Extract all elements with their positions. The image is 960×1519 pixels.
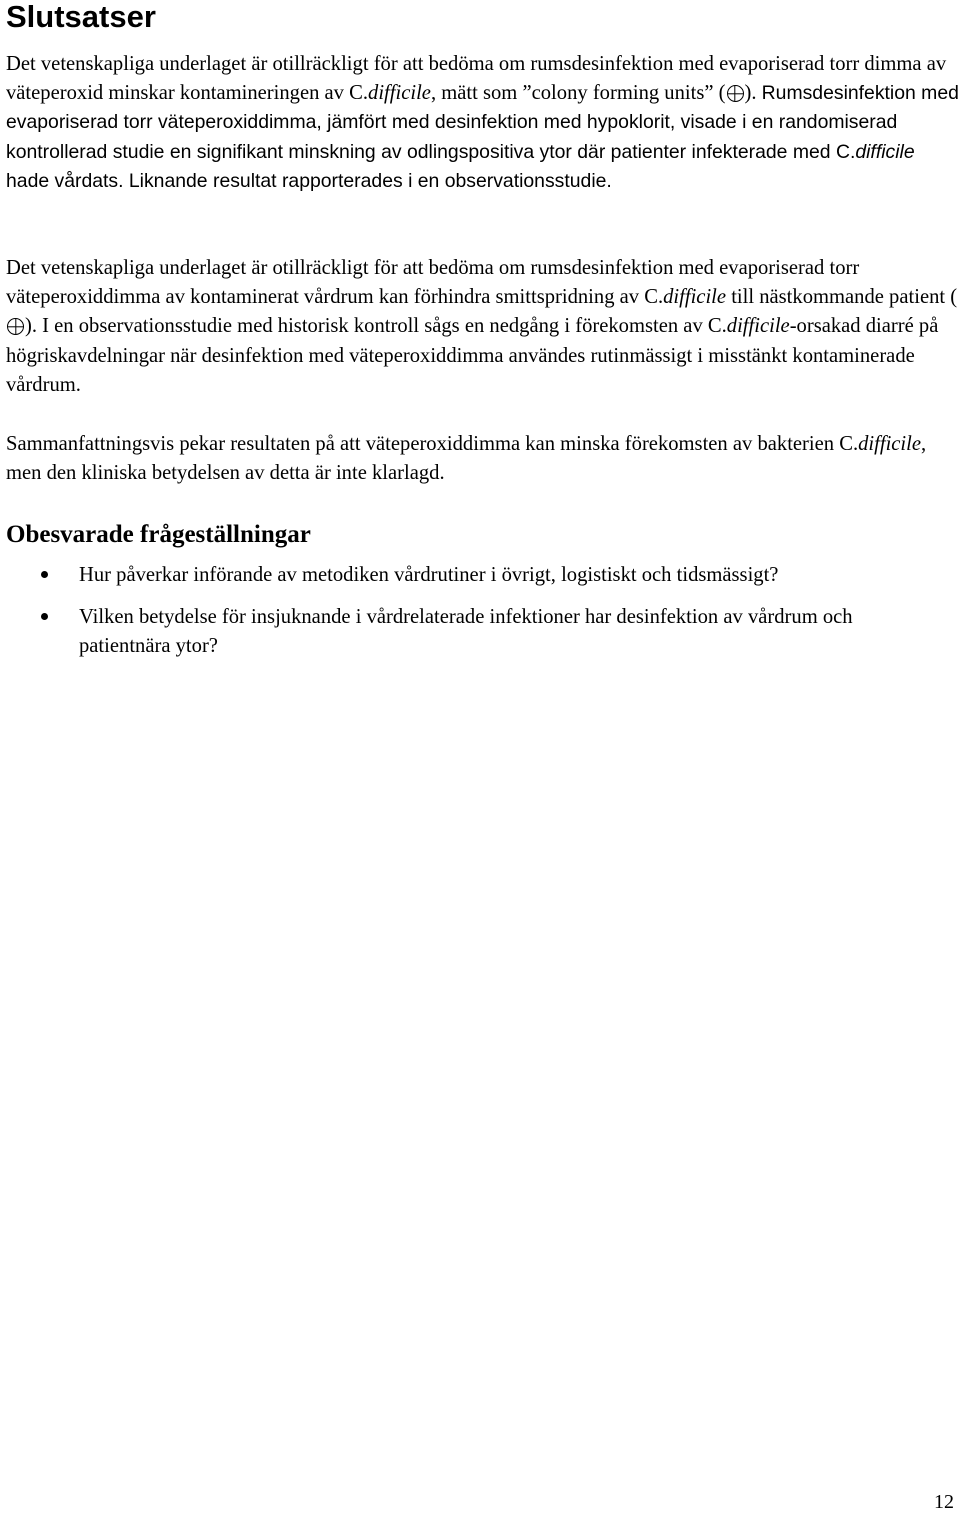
text-segment: till nästkommande patient (	[726, 286, 958, 309]
bullet-icon	[41, 613, 48, 620]
species-name: difficile	[858, 433, 922, 455]
text-segment: hade vårdats. Liknande resultat rapporterades i en observationsstudie.	[6, 169, 612, 192]
list-item-text: Vilken betydelse för insjuknande i vårdrelaterade infektioner har desinfektion av vårdrum och patientnära ytor?	[79, 606, 853, 658]
section-heading: Obesvarade frågeställningar	[6, 521, 311, 548]
species-name: difficile	[368, 82, 431, 105]
species-name: difficile	[855, 140, 915, 163]
text-segment: C.	[349, 82, 369, 105]
question-list	[0, 561, 960, 675]
list-item-text: Hur påverkar införande av metodiken vårdrutiner i övrigt, logistiskt och tidsmässigt?	[79, 564, 779, 586]
page-title: Slutsatser	[6, 0, 156, 34]
conclusion-paragraph-3	[6, 430, 960, 488]
bullet-icon	[41, 571, 48, 578]
list-item	[0, 561, 960, 590]
conclusion-paragraph-2	[6, 254, 960, 400]
conclusion-paragraph-1	[6, 50, 960, 196]
text-segment: Sammanfattningsvis pekar resultaten på att väteperoxiddimma kan minska förekomsten av bakterien C.	[6, 433, 859, 455]
circled-plus-icon	[7, 318, 24, 335]
text-segment: , men den kliniska betydelsen av detta är inte klarlagd.	[6, 433, 927, 485]
circled-plus-icon	[727, 85, 744, 102]
page-number: 12	[934, 1491, 954, 1513]
text-segment: Det vetenskapliga underlaget är otillräckligt för att bedöma om rumsdesinfektion med evaporiserad torr väteperoxiddimma av kontaminerat vårdrum kan förhindra smittspridning av C.	[6, 257, 860, 309]
text-segment: Det vetenskapliga underlaget är otillräckligt för att bedöma om rumsdesinfektion med evaporiserad torr dimma av väteperoxid minskar kontamineringen av	[6, 53, 947, 105]
text-segment: Rumsdesinfektion med evaporiserad torr väteperoxiddimma, jämfört med desinfektion med hypoklorit, visade i en randomiserad kontrollerad studie en signifikant minskning av odlingspositiva ytor där patienter infekterade med C.	[6, 82, 959, 163]
species-name: difficile	[663, 286, 727, 309]
text-segment: , mätt som ”colony forming units” (	[430, 82, 726, 105]
text-segment: ).	[744, 82, 762, 105]
species-name: difficile	[726, 315, 790, 338]
list-item	[0, 603, 960, 661]
text-segment: -orsakad diarré på högriskavdelningar när desinfektion med väteperoxiddimma användes rutinmässigt i misstänkt kontaminerade vårdrum.	[6, 315, 939, 396]
text-segment: ). I en observationsstudie med historisk kontroll sågs en nedgång i förekomsten av C.	[25, 315, 727, 338]
